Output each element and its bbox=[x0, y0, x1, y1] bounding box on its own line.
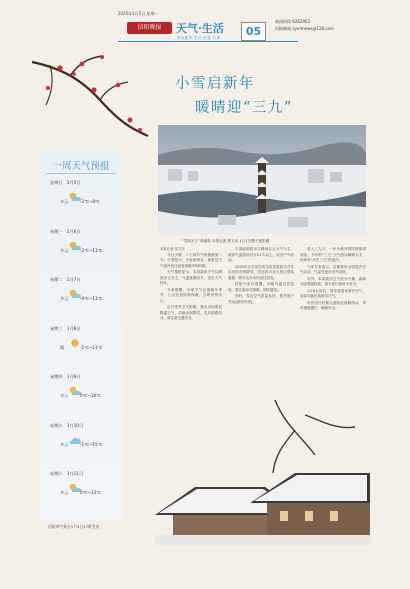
article-paragraph: 专家提醒，小寒节气正值隆冬季节，公众注意防寒保暖，合理安排出行。 bbox=[160, 287, 222, 303]
forecast-condition: 多云 bbox=[60, 393, 69, 398]
forecast-day-label: 星期六 1月11日 bbox=[50, 471, 84, 476]
sun-cloud-icon bbox=[68, 236, 82, 246]
header-divider bbox=[118, 41, 298, 42]
sun-cloud-icon bbox=[68, 478, 82, 488]
weekly-forecast-panel bbox=[40, 150, 122, 520]
page-number: 05 bbox=[241, 22, 266, 41]
cloud-icon bbox=[68, 430, 82, 440]
article-paragraph: 进入三九天，一年中最冷的时段即将到来。今年的“三九”天气将以晴朗为主，民间有“冷在三九”的说法。 bbox=[300, 247, 366, 262]
forecast-day-item bbox=[40, 277, 122, 315]
forecast-day-label: 星期二 1月7日 bbox=[50, 277, 81, 282]
article-paragraph: 近日受冷空气影响，我市出现明显降温天气，局地出现降雪，雪后道路结冰，请注意交通安全。 bbox=[160, 305, 222, 321]
forecast-day-item bbox=[40, 229, 122, 267]
article-paragraph: 2025年元旦前后的这场雪是我市今冬以来的首场降雪，雪后我市各大景区银装素裹，吸引众多市民前往赏雪。 bbox=[228, 264, 294, 280]
article-paragraph: 天气预报显示，本周我市天气以晴到多云为主，气温逐渐回升，雪后天气转好。 bbox=[160, 270, 222, 286]
article-byline: 本报记者 张方东 bbox=[160, 247, 185, 251]
snow-city-photo bbox=[158, 125, 366, 235]
forecast-temperature: 0℃~13℃ bbox=[80, 490, 101, 495]
news-hotline: 新闻热线 6262963 bbox=[275, 19, 311, 24]
article-paragraph: 今日小寒，二十四节气的倒数第二个。小寒是小、冷寒意到来，意思是天气寒冷但还没有到最冷的时候。 bbox=[160, 252, 222, 268]
article-column-3 bbox=[300, 247, 366, 313]
contact-info bbox=[275, 18, 334, 32]
sun-cloud-icon bbox=[68, 187, 82, 197]
article-paragraph: 1月6日前后，我市将迎来弱冷空气，局部可能出现雨雪天气。 bbox=[300, 288, 366, 298]
forecast-day-label: 星期一 1月6日 bbox=[50, 228, 81, 234]
forecast-condition: 多云 bbox=[60, 296, 69, 301]
forecast-credit: 信阳市气象台1月4日17时发布 bbox=[48, 524, 100, 529]
headline-line-1: 小雪启新年 bbox=[175, 76, 255, 92]
forecast-day-label: 星期日 1月5日 bbox=[50, 180, 81, 185]
forecast-temperature: 0℃~16℃ bbox=[80, 393, 101, 398]
forecast-temperature: -1℃~15℃ bbox=[80, 441, 103, 447]
issue-date: 2025年1月5日 星期一 bbox=[118, 11, 159, 16]
forecast-temperature: -1℃~11℃ bbox=[80, 344, 103, 350]
article-paragraph: 气象专家表示，近期我市无明显冷空气活动，气温呈逐步回升趋势。 bbox=[300, 264, 366, 274]
forecast-condition: 多云 bbox=[60, 441, 69, 447]
forecast-day-label: 星期四 1月9日 bbox=[50, 374, 81, 379]
photo-caption: “雪韵天宁”和谐美 本报记者 焦方忠 1月1日摄于宽阳湖 bbox=[182, 239, 270, 243]
submission-email: 投稿邮箱 xyeitnews@126.com bbox=[275, 26, 334, 31]
forecast-day-item bbox=[40, 374, 122, 412]
article-paragraph: 信阳气象台提醒，早晚气温仍然较低，要注意添衣保暖，预防感冒。 bbox=[228, 282, 294, 292]
forecast-day-item bbox=[40, 326, 122, 364]
article-paragraph: 同时，雪后空气质量良好，是开展户外运动的好时机。 bbox=[228, 294, 294, 304]
forecast-day-item bbox=[40, 180, 122, 218]
newspaper-logo: 信阳晚报 bbox=[127, 22, 172, 34]
forecast-day-item bbox=[40, 423, 122, 461]
article-paragraph: 市民出行时要注意防范道路结冰，驾车减速慢行，确保安全。 bbox=[300, 300, 366, 310]
article-paragraph: 下周前期我市以晴到多云天气为主，最高气温将回升至11℃以上，适宜户外活动。 bbox=[228, 247, 294, 262]
forecast-title: 一周天气预报 bbox=[52, 161, 110, 172]
page-header bbox=[0, 0, 410, 44]
forecast-condition: 多云 bbox=[60, 199, 69, 204]
forecast-condition: 多云 bbox=[60, 490, 69, 495]
forecast-day-label: 星期三 1月8日 bbox=[50, 325, 81, 331]
snow-roof-illustration bbox=[155, 395, 370, 545]
sun-cloud-icon bbox=[68, 381, 82, 391]
sun-cloud-icon bbox=[68, 284, 82, 294]
article-column-2 bbox=[228, 247, 294, 306]
forecast-day-item bbox=[40, 471, 122, 509]
forecast-divider bbox=[46, 173, 116, 174]
forecast-condition: 多云 bbox=[60, 247, 69, 253]
section-slogan: 热线服务 生活·信息 万事 bbox=[177, 36, 221, 40]
forecast-day-label: 星期五 1月10日 bbox=[50, 422, 84, 428]
section-title: 天气·生活 bbox=[176, 22, 224, 35]
article-column-1 bbox=[160, 247, 222, 323]
headline-line-2: 暖晴迎“三九” bbox=[195, 100, 293, 116]
forecast-temperature: -2℃~11℃ bbox=[80, 247, 103, 253]
sun-icon bbox=[68, 333, 82, 343]
forecast-temperature: -4℃~11℃ bbox=[80, 296, 103, 301]
article-paragraph: 另外，本周我市空气较为干燥，森林火险等级较高，请大家注意用火安全。 bbox=[300, 276, 366, 286]
plum-branch-illustration bbox=[30, 50, 150, 140]
forecast-condition: 晴 bbox=[60, 344, 65, 350]
forecast-temperature: -2℃~8℃ bbox=[80, 199, 100, 204]
